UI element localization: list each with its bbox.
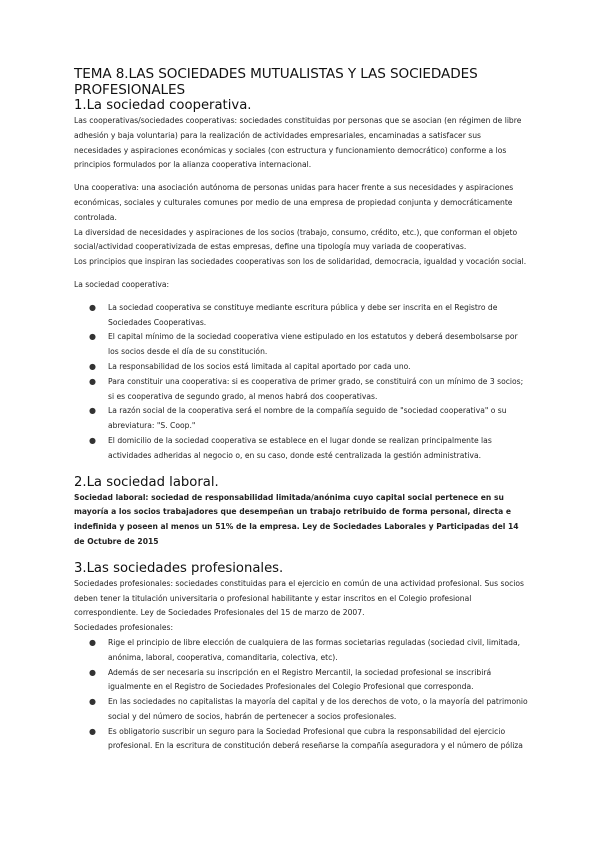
bullet-icon: ●	[89, 637, 96, 647]
list-item: ● Para constituir una cooperativa: si es cooperativa de primer grado, se constituirá con un mínimo de 3 socios; si es cooperativa de segundo grado, al menos habrá dos cooperativas.	[89, 376, 524, 401]
bullet-icon: ●	[89, 726, 96, 736]
section-1-paragraph-4: Los principios que inspiran las sociedades cooperativas son los de solidaridad, democracia, igualdad y vocación social.	[74, 257, 527, 267]
section-2-paragraph-1: Sociedad laboral: sociedad de responsabilidad limitada/anónima cuyo capital social pertenece en su mayoría a los socios trabajadores que desempeñan un trabajo retribuido de forma personal, directa e indefinida y poseen al menos un 51% de la empresa. Ley de Sociedades Laborales y Participadas del 14 de Octubre de 2015	[74, 492, 519, 546]
section-1-heading: 1.La sociedad cooperativa.	[74, 98, 252, 113]
bullet-icon: ●	[89, 667, 96, 677]
list-item: ● En las sociedades no capitalistas la mayoría del capital y de los derechos de voto, o la mayoría del patrimonio social y del número de socios, habrán de pertenecer a socios profesionales.	[89, 697, 528, 721]
section-2-heading: 2.La sociedad laboral.	[74, 474, 219, 490]
section-1-paragraph-2: Una cooperativa: una asociación autónoma de personas unidas para hacer frente a sus necesidades y aspiraciones económicas, sociales y culturales comunes por medio de una empresa de propiedad conjunta y democráticamente controlada.	[74, 183, 514, 222]
bullet-icon: ●	[89, 697, 96, 707]
list-item: ● La razón social de la cooperativa será el nombre de la compañía seguido de "sociedad cooperativa" o su abreviatura: "S. Coop."	[89, 406, 507, 431]
section-1-paragraph-1: Las cooperativas/sociedades cooperativas: sociedades constituidas por personas que se asocian (en régimen de libre adhesión y baja voluntaria) para la realización de actividades empresariales, encaminadas a satisfacer sus necesidades y aspiraciones económicas y sociales (con estructura y funcionamiento democrático) conforme a los principios formulados por la alianza cooperativa internacional.	[74, 116, 522, 170]
bullet-icon: ●	[89, 435, 96, 445]
section-1-subheading: La sociedad cooperativa:	[74, 279, 170, 289]
list-item: ● El domicilio de la sociedad cooperativa se establece en el lugar donde se realizan principalmente las actividades adheridas al negocio o, en su caso, donde esté centralizada la gestión administrativa.	[89, 435, 492, 460]
list-item: ● La sociedad cooperativa se constituye mediante escritura pública y debe ser inscrita en el Registro de Sociedades Cooperativas.	[89, 302, 498, 327]
bullet-icon: ●	[89, 376, 96, 386]
section-3-paragraph-1: Sociedades profesionales: sociedades constituidas para el ejercicio en común de una actividad profesional. Sus socios deben tener la titulación universitaria o profesional habilitante y estar inscritos en el Colegio profesional correspondiente. Ley de Sociedades Profesionales del 15 de marzo de 2007.	[74, 578, 524, 618]
bullet-icon: ●	[89, 406, 96, 416]
list-item: ● Es obligatorio suscribir un seguro para la Sociedad Profesional que cubra la responsabilidad del ejercicio profesional. En la escritura de constitución deberá reseñarse la compañía aseguradora y el número de póliza	[89, 726, 523, 751]
section-1-bullet-list	[74, 301, 529, 464]
document-title: TEMA 8.LAS SOCIEDADES MUTUALISTAS Y LAS SOCIEDADES PROFESIONALES	[74, 66, 478, 98]
list-item: ● La responsabilidad de los socios está limitada al capital aportado por cada uno.	[74, 360, 529, 375]
section-3-subheading: Sociedades profesionales:	[74, 623, 174, 633]
section-1-paragraph-3: La diversidad de necesidades y aspiraciones de los socios (trabajo, consumo, crédito, etc.), que conforman el objeto social/actividad cooperativizada de estas empresas, define una tipología muy variada de cooperativas.	[74, 227, 518, 252]
list-item: ● Rige el principio de libre elección de cualquiera de las formas societarias reguladas (sociedad civil, limitada, anónima, laboral, cooperativa, comanditaria, colectiva, etc).	[89, 637, 521, 662]
bullet-icon: ●	[89, 332, 96, 342]
section-3-heading: 3.Las sociedades profesionales.	[74, 560, 284, 576]
list-item: ● El capital mínimo de la sociedad cooperativa viene estipulado en los estatutos y deberá desembolsarse por los socios desde el día de su constitución.	[89, 332, 518, 357]
list-item: ● Además de ser necesaria su inscripción en el Registro Mercantil, la sociedad profesional se inscribirá igualmente en el Registro de Sociedades Profesionales del Colegio Profesional que corresponda.	[89, 667, 492, 692]
bullet-icon: ●	[89, 361, 96, 371]
section-3-bullet-list	[74, 636, 529, 754]
document-page	[74, 66, 529, 754]
bullet-icon: ●	[89, 302, 96, 312]
